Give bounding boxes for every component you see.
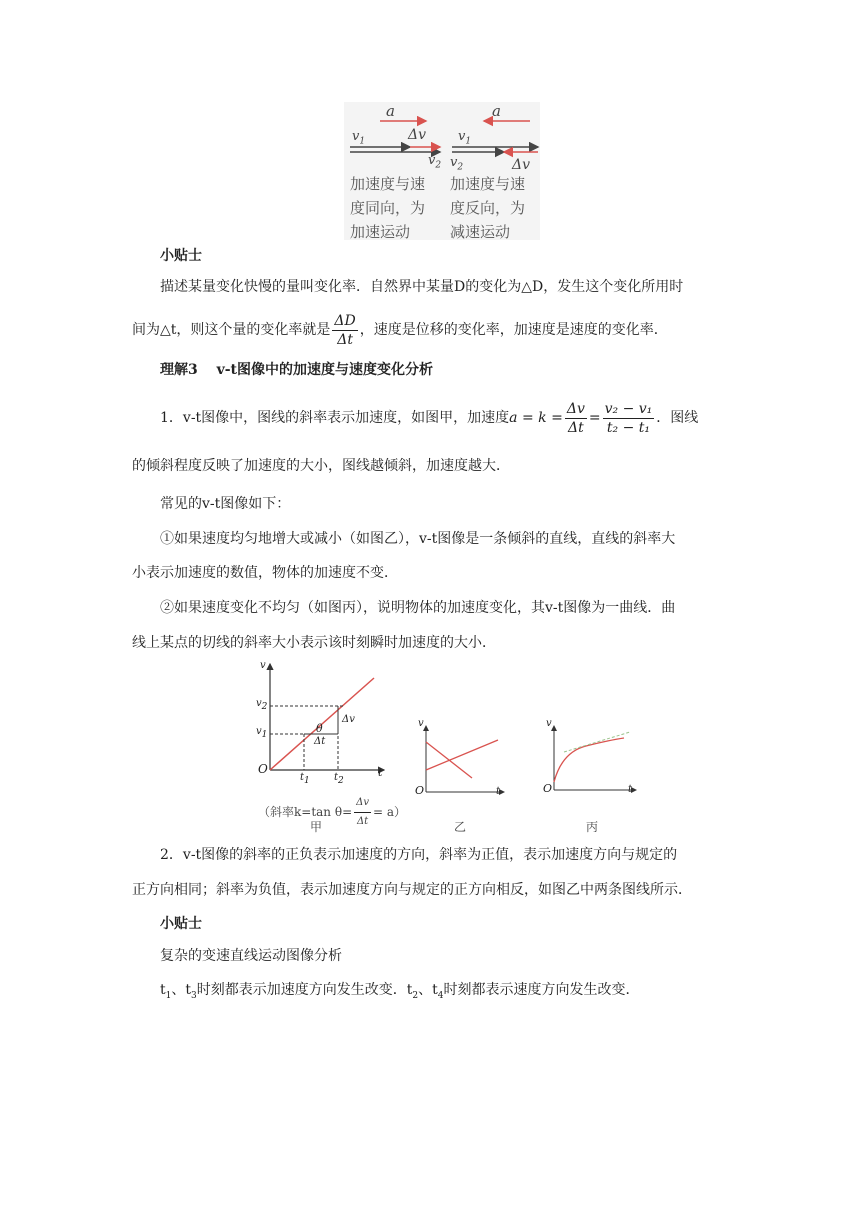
para5-line1: 2．v-t图像的斜率的正负表示加速度的方向，斜率为正值，表示加速度方向与规定的 xyxy=(160,847,678,863)
arrows-diagram xyxy=(344,102,540,172)
jia-dv: Δv xyxy=(342,714,355,725)
graph-jia xyxy=(254,660,407,836)
jia-name: 甲 xyxy=(310,820,323,834)
formula-v-t: $\frac{\text{v₂ − v₁}}{\text{t₂ − t₁}}$ xyxy=(604,400,653,436)
yi-origin: O xyxy=(415,784,425,797)
yi-line-down xyxy=(426,742,472,778)
para1-line2: 的倾斜程度反映了加速度的大小，图线越倾斜，加速度越大． xyxy=(132,458,510,474)
jia-theta: θ xyxy=(316,722,323,735)
graph-bing-svg xyxy=(540,722,640,802)
para2: 常见的v-t图像如下： xyxy=(160,496,291,512)
para5-line2: 正方向相同；斜率为负值，表示加速度方向与规定的正方向相反，如图乙中两条图线所示． xyxy=(132,882,692,898)
jia-v2-label: $v_2$ xyxy=(256,698,268,712)
left-a-label: a xyxy=(386,102,395,120)
para3-line2: 小表示加速度的数值，物体的加速度不变． xyxy=(132,565,398,581)
jia-v-label: v xyxy=(260,660,266,671)
graph-bing xyxy=(540,718,640,834)
jia-v1-label: $v_1$ xyxy=(256,726,268,740)
right-v2-label: $v_2$ xyxy=(450,155,464,173)
right-dv-label: Δv xyxy=(512,157,531,173)
graph-jia-svg xyxy=(254,660,394,780)
yi-line-up xyxy=(426,740,498,770)
formula-dv-dt: $\frac{\Delta v}{\Delta t}$ xyxy=(566,400,585,436)
yi-name: 乙 xyxy=(454,820,467,834)
jia-t1-label: $t_1$ xyxy=(300,772,310,786)
para4-line1: ②如果速度变化不均匀（如图丙），说明物体的加速度变化，其v-t图像为一曲线．曲 xyxy=(160,600,676,616)
left-caption: 加速度与速 度同向，为 加速运动 xyxy=(350,175,426,241)
graph-yi xyxy=(412,718,508,834)
right-a-label: a xyxy=(492,102,501,120)
right-v1-label: $v_1$ xyxy=(458,129,472,147)
bing-name: 丙 xyxy=(586,820,599,834)
graph-yi-svg xyxy=(412,722,508,802)
para1-line1: 1．v-t图像中，图线的斜率表示加速度，如图甲，加速度a = k = $\frac{\Delta v}{\Delta t}$ = $\frac{\text{v₂ − v₁}}{\text{t₂ − t₁}}$ ．图线 xyxy=(160,400,699,436)
bing-origin: O xyxy=(543,782,553,795)
jia-t-label: t xyxy=(378,766,383,779)
jia-dt: Δt xyxy=(314,736,326,747)
para3-line1: ①如果速度均匀地增大或减小（如图乙），v-t图像是一条倾斜的直线，直线的斜率大 xyxy=(160,531,676,547)
tip2-line2: $t_1$、$t_3$时刻都表示加速度方向发生改变．$t_2$、$t_4$时刻都表示速度方向发生改变． xyxy=(160,982,640,1001)
left-v1-label: $v_1$ xyxy=(352,129,366,147)
para4-line2: 线上某点的切线的斜率大小表示该时刻瞬时加速度的大小． xyxy=(132,635,496,651)
tip2-title: 小贴士 xyxy=(160,916,202,932)
right-caption: 加速度与速 度反向，为 减速运动 xyxy=(450,175,526,241)
tip1-title: 小贴士 xyxy=(160,248,202,264)
yi-v-label: v xyxy=(418,718,424,729)
section-title: 理解3 v-t图像中的加速度与速度变化分析 xyxy=(160,362,434,378)
left-v2-label: $v_2$ xyxy=(428,153,442,171)
jia-caption: （斜率k=tan θ= $\frac{\Delta v}{\Delta t}$ = a） xyxy=(258,794,406,828)
bing-v-label: v xyxy=(546,718,552,729)
bing-tangent xyxy=(564,732,630,752)
tip1-line1: 描述某量变化快慢的量叫变化率．自然界中某量D的变化为△D，发生这个变化所用时 xyxy=(160,279,684,295)
tip1-line2: 间为△t，则这个量的变化率就是 $\frac{\Delta D}{\Delta t}$ ，速度是位移的变化率，加速度是速度的变化率． xyxy=(132,312,668,348)
rate-fraction: $\frac{\Delta D}{\Delta t}$ xyxy=(334,312,356,348)
yi-t-label: t xyxy=(496,786,501,797)
tip2-line1: 复杂的变速直线运动图像分析 xyxy=(160,948,342,964)
jia-t2-label: $t_2$ xyxy=(334,772,344,786)
left-dv-label: Δv xyxy=(408,127,427,143)
jia-origin: O xyxy=(258,762,268,776)
figure-acceleration-direction xyxy=(344,102,540,240)
bing-t-label: t xyxy=(628,784,633,795)
